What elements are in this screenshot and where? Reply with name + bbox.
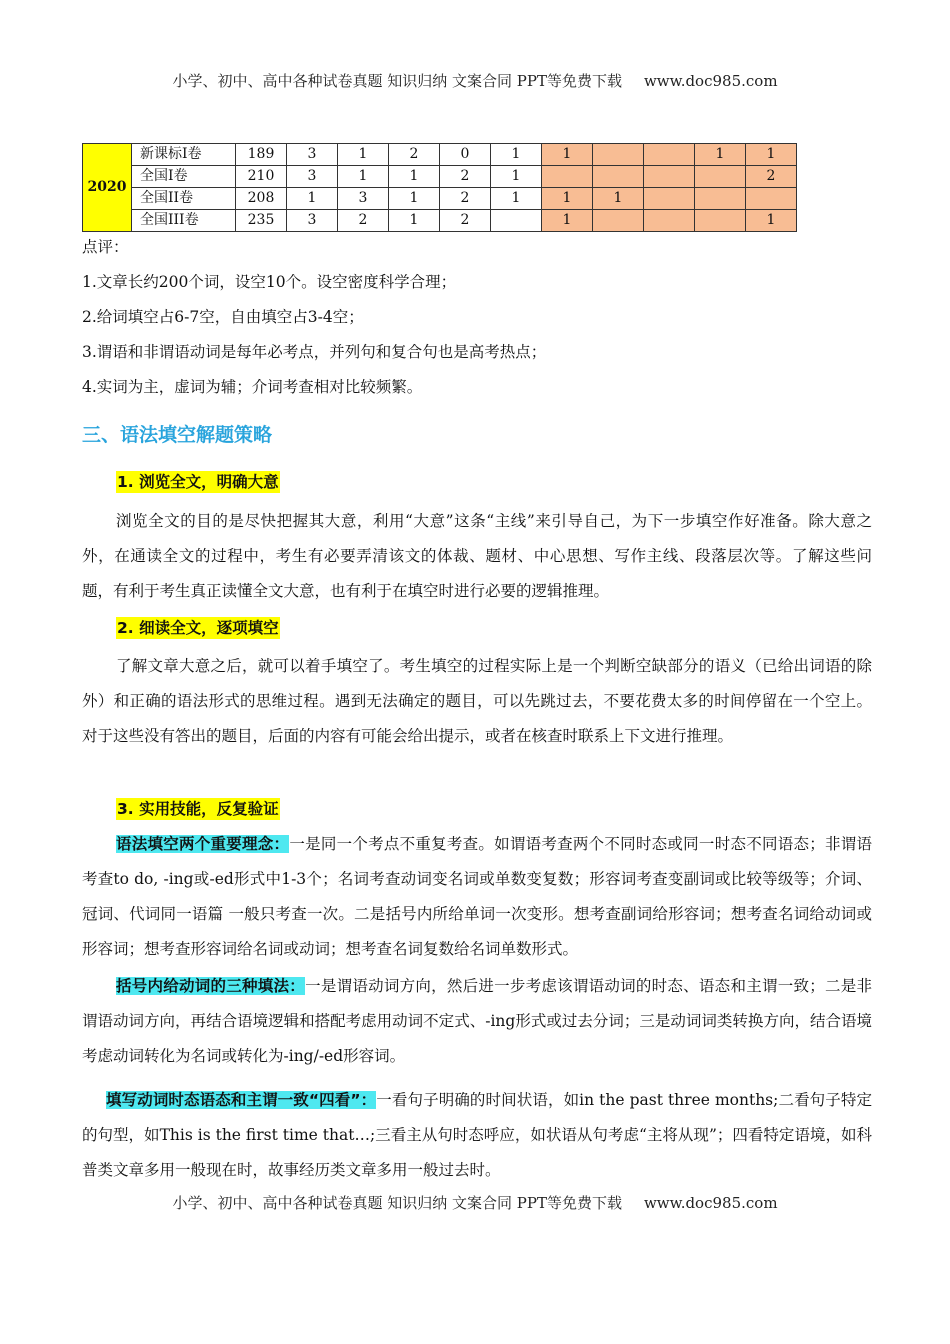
highlight-cell <box>593 210 644 232</box>
footer-url: www.doc985.com <box>643 1194 778 1212</box>
highlight-cell: 2 <box>746 166 797 188</box>
highlight-cell: 1 <box>542 188 593 210</box>
strategy-2-body: 了解文章大意之后，就可以着手填空了。考生填空的过程实际上是一个判断空缺部分的语义（已给出词语的除外）和正确的语法形式的思维过程。遇到无法确定的题目，可以先跳过去，不要花费太多的时间停留在一个空上。对于这些没有答出的题目，后面的内容有可能会给出提示，或者在核查时联系上下文进行推理。 <box>82 657 872 745</box>
table-cell: 1 <box>389 210 440 232</box>
strategy-3-title: 3. 实用技能，反复验证 <box>117 800 279 818</box>
verb-fill-paragraph <box>82 969 872 1074</box>
table-cell: 1 <box>491 188 542 210</box>
highlight-cell <box>695 188 746 210</box>
table-cell: 3 <box>287 210 338 232</box>
table-cell <box>491 210 542 232</box>
verb-fill-body: 一是谓语动词方向，然后进一步考虑该谓语动词的时态、语态和主谓一致；二是非谓语动词方向，再结合语境逻辑和搭配考虑用动词不定式、-ing形式或过去分词；三是动词词类转换方向，结合语境考虑动词转化为名词或转化为-ing/-ed形容词。 <box>82 977 872 1065</box>
highlight-cell <box>644 210 695 232</box>
highlight-cell <box>644 144 695 166</box>
highlight-cell <box>695 166 746 188</box>
table-cell: 1 <box>491 166 542 188</box>
highlight-cell: 1 <box>695 144 746 166</box>
highlight-cell: 1 <box>542 144 593 166</box>
table-cell: 208 <box>236 188 287 210</box>
comment-item: 3.谓语和非谓语动词是每年必考点，并列句和复合句也是高考热点； <box>82 343 547 361</box>
highlight-cell <box>644 188 695 210</box>
highlight-cell: 1 <box>746 210 797 232</box>
highlight-cell <box>746 188 797 210</box>
highlight-cell <box>695 210 746 232</box>
table-cell: 3 <box>287 144 338 166</box>
comment-item: 4.实词为主，虚词为辅；介词考查相对比较频繁。 <box>82 378 423 396</box>
table-cell: 1 <box>338 144 389 166</box>
four-look-body: 一看句子明确的时间状语，如in the past three months;二看句子特定的句型，如This is the first time that…;三看主从句时态呼应，如状语从句考虑“主将从现”；四看特定语境，如科普类文章多用一般现在时，故事经历类文章多用一般过去时。 <box>82 1091 872 1179</box>
table-row <box>83 188 797 210</box>
table-cell: 1 <box>287 188 338 210</box>
comment-item: 1.文章长约200个词，设空10个。设空密度科学合理； <box>82 273 457 291</box>
highlight-cell: 1 <box>542 210 593 232</box>
table-cell: 2 <box>389 144 440 166</box>
year-cell: 2020 <box>83 144 132 232</box>
table-row <box>83 144 797 166</box>
table-cell: 2 <box>440 166 491 188</box>
table-cell: 1 <box>491 144 542 166</box>
concept-paragraph <box>82 827 872 967</box>
four-look-label: 填写动词时态语态和主谓一致“四看”： <box>106 1091 377 1109</box>
concept-label: 语法填空两个重要理念： <box>116 835 290 853</box>
table-cell: 1 <box>389 166 440 188</box>
table-cell: 3 <box>287 166 338 188</box>
paper-cell: 全国I卷 <box>132 166 236 188</box>
four-look-paragraph <box>82 1083 872 1188</box>
comment-item: 2.给词填空占6-7空，自由填空占3-4空； <box>82 308 364 326</box>
table-cell: 2 <box>440 210 491 232</box>
table-cell: 210 <box>236 166 287 188</box>
highlight-cell <box>593 166 644 188</box>
table-cell: 1 <box>389 188 440 210</box>
highlight-cell: 1 <box>593 188 644 210</box>
concept-body: 一是同一个考点不重复考查。如谓语考查两个不同时态或同一时态不同语态；非谓语考查to do, -ing或-ed形式中1-3个；名词考查动词变名词或单数变复数；形容词考查变副词或比较等级等；介词、冠词、代词同一语篇 一般只考查一次。二是括号内所给单词一次变形。想考查副词给形容词；想考查名词给动词或形容词；想考查形容词给名词或动词；想考查名词复数给名词单数形式。 <box>82 835 872 958</box>
strategy-1-body: 浏览全文的目的是尽快把握其大意，利用“大意”这条“主线”来引导自己，为下一步填空作好准备。除大意之外，在通读全文的过程中，考生有必要弄清该文的体裁、题材、中心思想、写作主线、段落层次等。了解这些问题，有利于考生真正读懂全文大意，也有利于在填空时进行必要的逻辑推理。 <box>82 512 872 600</box>
strategy-2-title: 2. 细读全文，逐项填空 <box>117 619 279 637</box>
highlight-cell <box>542 166 593 188</box>
page-header <box>0 70 950 91</box>
highlight-cell: 1 <box>746 144 797 166</box>
table-cell: 1 <box>338 166 389 188</box>
table-cell: 0 <box>440 144 491 166</box>
highlight-cell <box>593 144 644 166</box>
table-row <box>83 166 797 188</box>
table-cell: 2 <box>338 210 389 232</box>
table-row <box>83 210 797 232</box>
section-title: 三、语法填空解题策略 <box>82 424 273 446</box>
highlight-cell <box>644 166 695 188</box>
table-cell: 189 <box>236 144 287 166</box>
exam-stats-table <box>82 143 797 232</box>
paper-cell: 新课标I卷 <box>132 144 236 166</box>
verb-fill-label: 括号内给动词的三种填法： <box>116 977 306 995</box>
table-cell: 235 <box>236 210 287 232</box>
page-footer <box>0 1192 950 1213</box>
table-cell: 3 <box>338 188 389 210</box>
header-text: 小学、初中、高中各种试卷真题 知识归纳 文案合同 PPT等免费下载 <box>172 72 622 90</box>
footer-text: 小学、初中、高中各种试卷真题 知识归纳 文案合同 PPT等免费下载 <box>172 1194 622 1212</box>
paper-cell: 全国III卷 <box>132 210 236 232</box>
comment-label: 点评： <box>82 238 129 256</box>
table-cell: 2 <box>440 188 491 210</box>
paper-cell: 全国II卷 <box>132 188 236 210</box>
strategy-1-title: 1. 浏览全文，明确大意 <box>117 473 279 491</box>
header-url: www.doc985.com <box>643 72 778 90</box>
